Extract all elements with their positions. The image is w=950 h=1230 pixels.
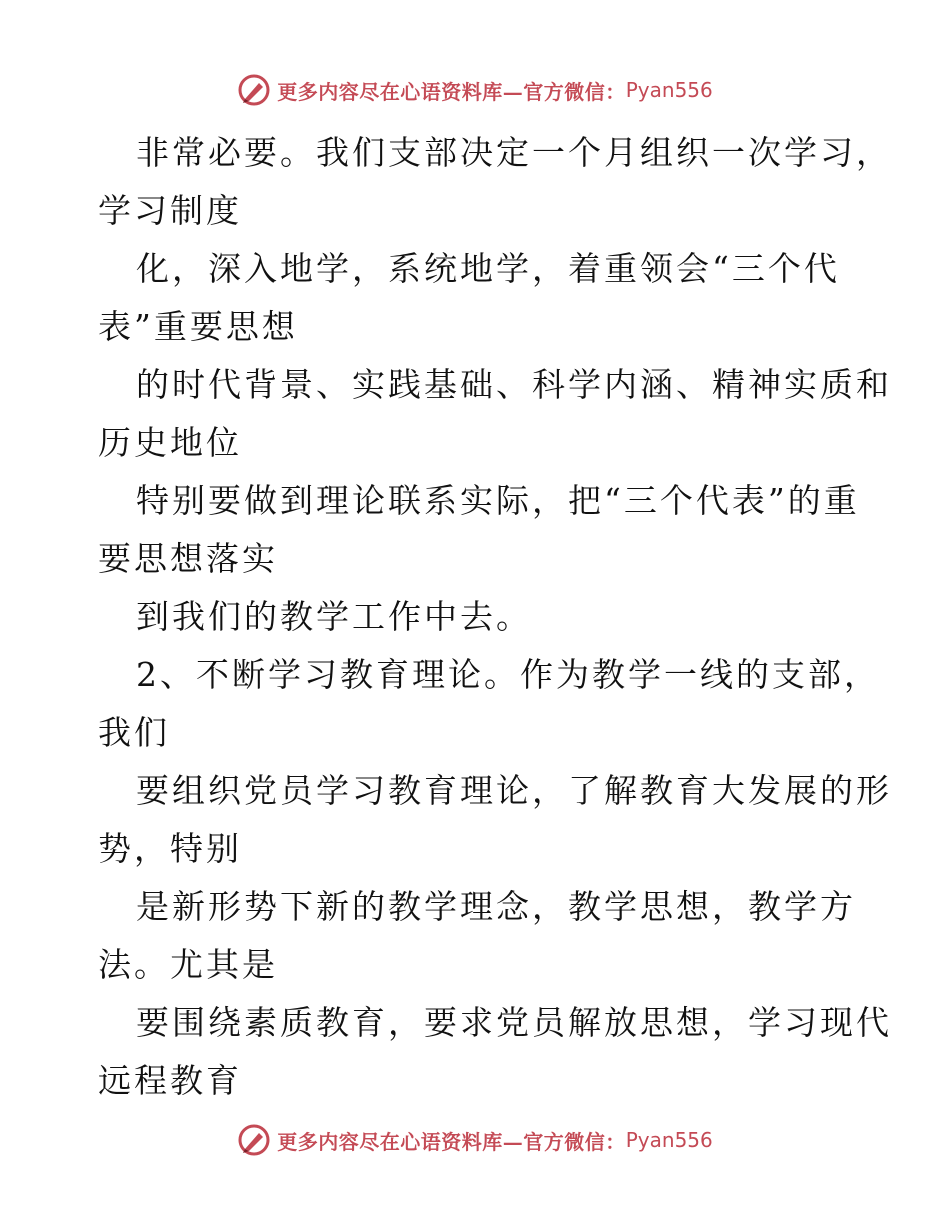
header-banner [0, 70, 950, 110]
document-body [98, 124, 892, 1110]
paragraph [98, 124, 892, 240]
paragraph [98, 588, 858, 646]
paragraph-line: 要围绕素质教育，要求党员解放思想，学习现代 [136, 1003, 892, 1042]
paragraph-line: 非常必要。我们支部决定一个月组织一次学习， [136, 133, 892, 172]
paragraph [98, 356, 892, 472]
paragraph-continuation: 表”重要思想 [98, 307, 298, 346]
paragraph [98, 646, 880, 762]
paragraph [98, 878, 858, 994]
pen-logo-icon [237, 73, 271, 107]
header-banner-text: 更多内容尽在心语资料库—官方微信： [277, 79, 626, 104]
paragraph-line: 2、不断学习教育理论。作为教学一线的支部， [136, 655, 880, 694]
paragraph-line: 到我们的教学工作中去。 [136, 597, 532, 636]
paragraph [98, 472, 858, 588]
paragraph-continuation: 学习制度 [98, 191, 242, 230]
paragraph-continuation: 势，特别 [98, 829, 242, 868]
paragraph [98, 994, 892, 1110]
footer-banner-id: Pyan556 [625, 1128, 713, 1152]
paragraph-continuation: 法。尤其是 [98, 945, 278, 984]
footer-banner-text: 更多内容尽在心语资料库—官方微信： [277, 1129, 626, 1154]
paragraph-continuation: 历史地位 [98, 423, 242, 462]
paragraph-continuation: 要思想落实 [98, 539, 278, 578]
pen-logo-icon [237, 1123, 271, 1157]
paragraph-line: 的时代背景、实践基础、科学内涵、精神实质和 [136, 365, 892, 404]
paragraph-line: 特别要做到理论联系实际，把“三个代表”的重 [136, 481, 860, 520]
paragraph [98, 762, 892, 878]
paragraph-line: 是新形势下新的教学理念，教学思想，教学方 [136, 887, 856, 926]
paragraph-continuation: 远程教育 [98, 1061, 242, 1100]
footer-banner [0, 1120, 950, 1160]
paragraph [98, 240, 858, 356]
paragraph-line: 化，深入地学，系统地学，着重领会“三个代 [136, 249, 840, 288]
header-banner-id: Pyan556 [625, 78, 713, 102]
paragraph-continuation: 我们 [98, 713, 170, 752]
paragraph-line: 要组织党员学习教育理论，了解教育大发展的形 [136, 771, 892, 810]
